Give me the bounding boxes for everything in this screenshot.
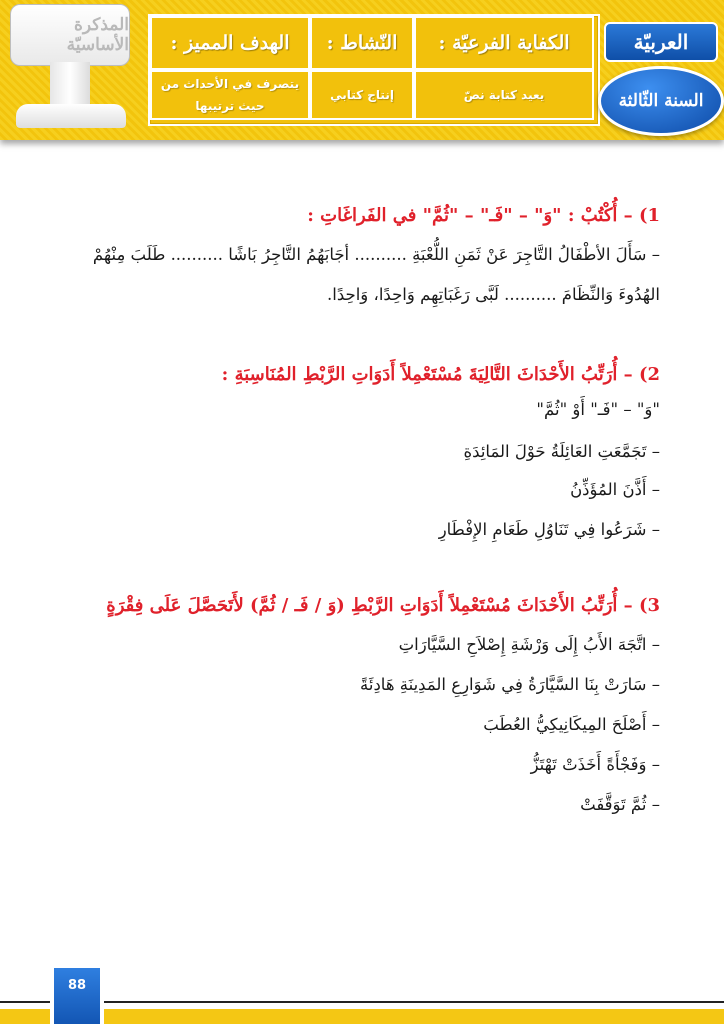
exercise-2-event-3: – شَرَعُوا فِي تَنَاوُلِ طَعَامِ الإِفْطَارِ: [438, 520, 660, 539]
goal-title: الهدف المميز :: [170, 32, 290, 54]
book-logo-text: المذكرة الأساسيّة: [66, 15, 129, 55]
exercise-1-line-2: الهُدُوءَ وَالنِّظَامَ .......... لَبَّى رَغَبَاتِهِم وَاحِدًا، وَاحِدًا.: [327, 285, 660, 304]
exercise-1-line-1: – سَأَلَ الأطْفَالُ التَّاجِرَ عَنْ ثَمَنِ اللُّعْبَةِ .......... أجَابَهُمُ التَّاجِرُ بَاشًا .......... طَلَبَ مِنْهُمْ: [92, 245, 660, 264]
footer-rule-right: [104, 1001, 724, 1003]
exercise-3-event-5: – ثُمَّ تَوَقَّفَتْ: [580, 795, 660, 814]
competency-title-cell: [414, 16, 594, 70]
exercise-2: [30, 364, 660, 554]
competency-title: الكفاية الفرعيّة :: [438, 32, 570, 54]
exercise-3: [30, 595, 660, 825]
exercise-1-title: 1) – أُكْتُبْ : "وَ" – "فَـ" – "ثُمَّ" في الفَراغَاتِ :: [307, 205, 660, 226]
book-logo-plaque: [10, 4, 130, 66]
footer-band-left: [0, 1009, 50, 1024]
exercise-3-event-3: – أَصْلَحَ المِيكَانِيكِيُّ العُطَبَ: [483, 715, 660, 734]
subject-label: العربيّة: [604, 22, 718, 62]
activity-text: إنتاج كتابي: [330, 88, 394, 102]
lesson-info-table: [148, 14, 600, 126]
page-number: 88: [54, 968, 100, 1024]
exercise-3-event-4: – وَفَجْأَةً أَخَذَتْ تَهْتَزُّ: [530, 755, 660, 774]
activity-text-cell: [310, 70, 414, 120]
goal-title-cell: [150, 16, 310, 70]
competency-text-cell: [414, 70, 594, 120]
activity-title: النّشاط :: [326, 32, 398, 54]
exercise-1: [30, 205, 660, 315]
year-label: السنة الثّالثة: [598, 66, 724, 136]
book-logo: [10, 4, 132, 132]
activity-title-cell: [310, 16, 414, 70]
goal-text-cell: [150, 70, 310, 120]
book-logo-stem: [50, 62, 90, 110]
exercise-3-event-1: – اتَّجَهَ الأَبُ إِلَى وَرْشَةِ إِصْلاَحِ السَّيَّارَاتِ: [398, 635, 660, 654]
book-logo-base: [16, 104, 126, 128]
competency-text: يعيد كتابة نصّ: [463, 88, 545, 102]
exercise-2-title: 2) – أُرَتِّبُ الأَحْدَاثَ التَّالِيَةَ مُسْتَعْمِلاً أَدَوَاتِ الرَّبْطِ المُنَاسِبَةِ :: [221, 364, 660, 385]
goal-text: يتصرف في الأحداث من حيث ترتيبها: [160, 77, 300, 113]
footer-rule-left: [0, 1001, 50, 1003]
exercise-2-event-1: – تَجَمَّعَتِ العَائِلَةُ حَوْلَ المَائِدَةِ: [463, 442, 660, 461]
exercise-2-connectors: "وَ" – "فَـ" أَوْ "ثُمَّ": [536, 400, 660, 419]
exercise-2-event-2: – أَذَّنَ المُؤَذِّنُ: [570, 480, 660, 499]
exercise-3-event-2: – سَارَتْ بِنَا السَّيَّارَةُ فِي شَوَارِعِ المَدِينَةِ هَادِئَةً: [360, 675, 660, 694]
exercise-3-title: 3) – أُرَتِّبُ الأَحْدَاثَ مُسْتَعْمِلاً أَدَوَاتِ الرَّبْطِ (وَ / فَـ / ثُمَّ) لأَتَحَصَّلَ عَلَى فِقْرَةٍ: [106, 595, 660, 616]
page-header: [0, 0, 724, 140]
footer-band-right: [104, 1009, 724, 1024]
